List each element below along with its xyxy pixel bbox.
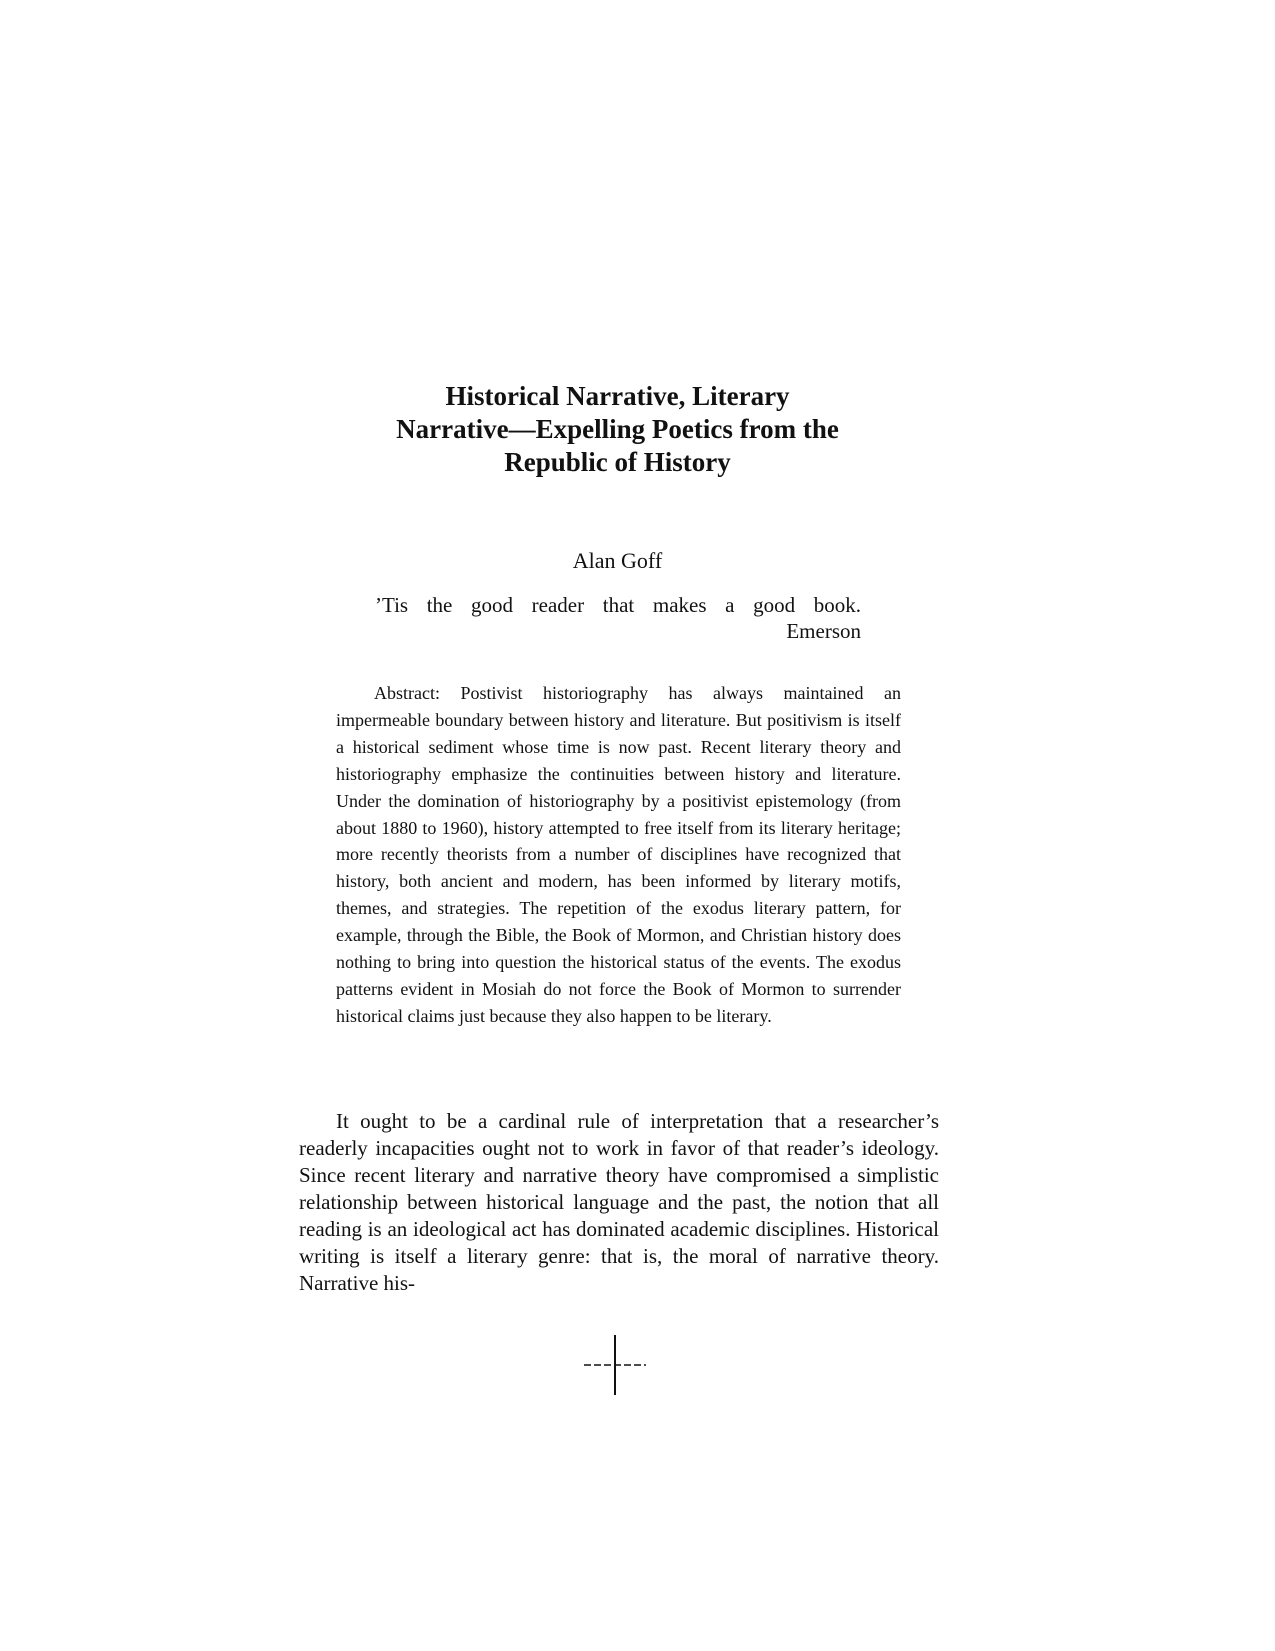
abstract-paragraph: Abstract: Postivist historiography has always maintained an impermeable boundary between history and literature. But positivism is itself a historical sediment whose time is now past. Recent literary theory and historiography emphasize the continuities between history and literature. Under the domination of historiography by a positivist epistemology (from about 1880 to 1960), history attempted to free itself from its literary heritage; more recently theorists from a number of disciplines have recognized that history, both ancient and modern, has been informed by literary motifs, themes, and strategies. The repetition of the exodus literary pattern, for example, through the Bible, the Book of Mormon, and Christian history does nothing to bring into question the historical status of the events. The exodus patterns evident in Mosiah do not force the Book of Mormon to surrender historical claims just because they also happen to be literary.: [336, 683, 901, 1026]
epigraph: [375, 592, 861, 644]
title-line: Republic of History: [504, 447, 731, 477]
article-title: [0, 380, 1235, 479]
title-line: Narrative—Expelling Poetics from the: [396, 414, 839, 444]
body-paragraph: It ought to be a cardinal rule of interpretation that a researcher’s readerly incapacities ought not to work in favor of that reader’s ideology. Since recent literary and narrative theory have compromised a simplistic relationship between historical language and the past, the notion that all reading is an ideological act has dominated academic disciplines. Historical writing is itself a literary genre: that is, the moral of narrative theory. Narrative his-: [299, 1109, 939, 1295]
crop-mark-icon: [582, 1335, 648, 1395]
title-line: Historical Narrative, Literary: [445, 381, 790, 411]
epigraph-attribution: Emerson: [786, 619, 861, 643]
author-name: Alan Goff: [572, 548, 663, 573]
epigraph-quote: ’Tis the good reader that makes a good book.: [375, 593, 861, 617]
